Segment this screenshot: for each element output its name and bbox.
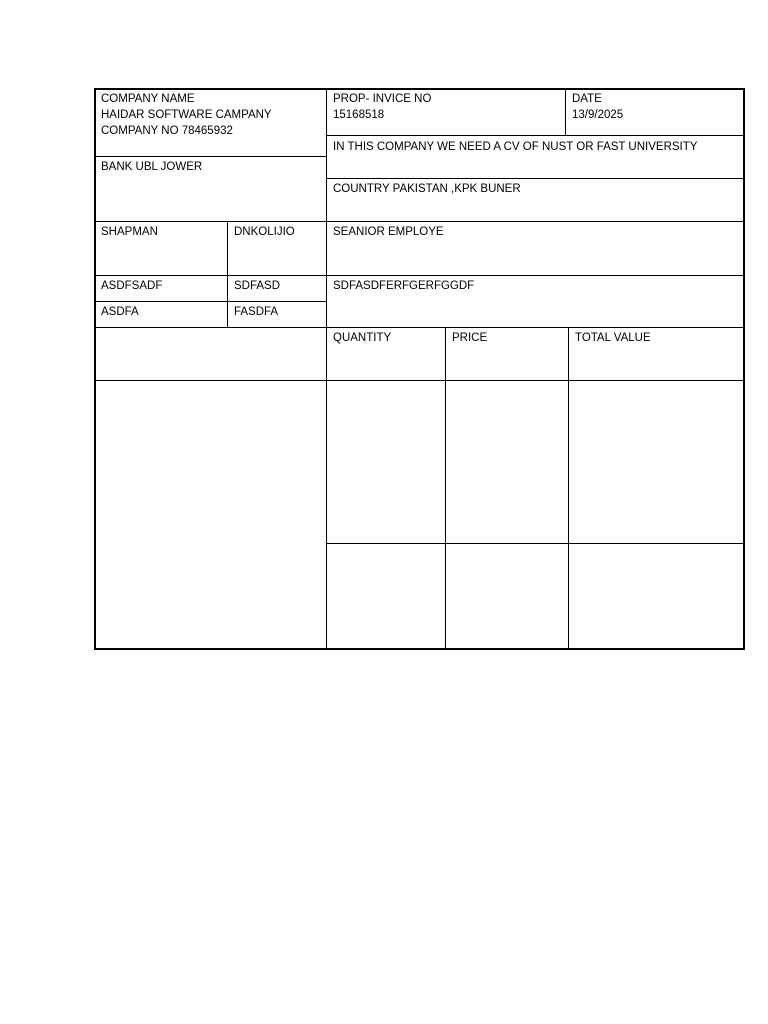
invoice-number-cell xyxy=(326,88,566,136)
detail-cell: ASDFSADF xyxy=(94,275,228,302)
notice-text: IN THIS COMPANY WE NEED A CV OF NUST OR FAST UNIVERSITY xyxy=(333,141,698,153)
price-cell xyxy=(445,380,569,544)
items-description-cell xyxy=(94,380,327,650)
date-label: DATE xyxy=(572,93,602,105)
total-value-cell xyxy=(568,543,745,650)
company-label: COMPANY NAME xyxy=(101,93,195,105)
total-value-header: TOTAL VALUE xyxy=(568,327,745,381)
quantity-cell xyxy=(326,380,446,544)
date-cell xyxy=(565,88,745,136)
country-text: COUNTRY PAKISTAN ,KPK BUNER xyxy=(333,183,521,195)
detail-cell: ASDFA xyxy=(94,301,228,328)
company-name: HAIDAR SOFTWARE CAMPANY xyxy=(101,109,272,121)
detail-cell: SEANIOR EMPLOYE xyxy=(326,221,745,276)
detail-cell: SDFASDFERFGERFGGDF xyxy=(326,275,745,328)
price-cell xyxy=(445,543,569,650)
company-info-cell xyxy=(94,88,327,157)
country-cell xyxy=(326,178,745,222)
date-value: 13/9/2025 xyxy=(572,109,624,121)
company-number: COMPANY NO 78465932 xyxy=(101,125,233,137)
invoice-label: PROP- INVICE NO xyxy=(333,93,432,105)
quantity-cell xyxy=(326,543,446,650)
price-header: PRICE xyxy=(445,327,569,381)
total-value-cell xyxy=(568,380,745,544)
bank-text: BANK UBL JOWER xyxy=(101,161,203,173)
bank-cell xyxy=(94,156,327,222)
quantity-header: QUANTITY xyxy=(326,327,446,381)
detail-cell: SDFASD xyxy=(227,275,327,302)
detail-cell: SHAPMAN xyxy=(94,221,228,276)
detail-cell: FASDFA xyxy=(227,301,327,328)
notice-cell xyxy=(326,135,745,179)
detail-cell: DNKOLIJIO xyxy=(227,221,327,276)
invoice-number: 15168518 xyxy=(333,109,385,121)
items-blank-header-cell xyxy=(94,327,327,381)
